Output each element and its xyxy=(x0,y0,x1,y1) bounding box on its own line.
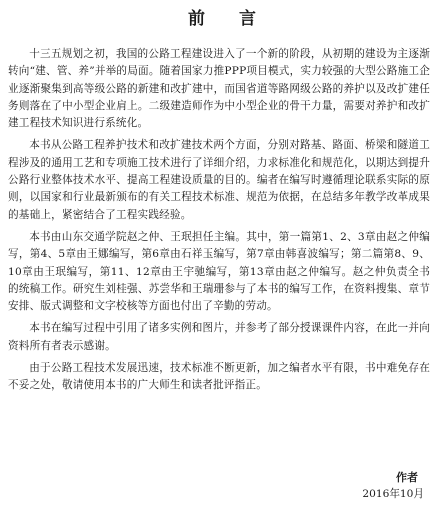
paragraph-3: 本书由山东交通学院赵之仲、王珉担任主编。其中，第一篇第1、2、3章由赵之仲编写，第4、5章由王娜编写，第6章由石祥玉编写，第7章由韩喜波编写；第二篇第8、9、10章由王珉编写，第11、12章由王宇驰编写，第13章由赵之仲编写。赵之仲负责全书的统稿工作。研究生刘桂强、苏尝华和王瑞珊参与了本书的编写工作，在资料搜集、章节安排、版式调整和文字校核等方面也付出了辛勤的劳动。 xyxy=(8,230,430,313)
paragraph-5: 由于公路工程技术发展迅速，技术标准不断更新，加之编者水平有限，书中难免存在不妥之处，敬请使用本书的广大师生和读者批评指正。 xyxy=(8,362,430,392)
paragraph-1: 十三五规划之初，我国的公路工程建设进入了一个新的阶段，从初期的建设为主逐渐转向“建、管、养”并举的局面。随着国家力推PPP项目模式，实力较强的大型公路施工企业逐渐聚集到高等级公路的新建和改扩建中，而国省道等路网级公路的养护以及改扩建任务则落在了中小型企业肩上。二级建造师作为中小型企业的骨干力量，需要对养护和改扩建工程技术知识进行系统化。 xyxy=(8,48,430,130)
signature-date: 2016年10月 xyxy=(362,488,424,500)
page-title: 前 言 xyxy=(188,9,270,29)
paragraph-2: 本书从公路工程养护技术和改扩建技术两个方面，分别对路基、路面、桥梁和隧道工程涉及的通用工艺和专项施工技术进行了详细介绍，力求标准化和规范化，以期达到提升公路行业整体技术水平、提高工程建设质量的目的。编者在编写时遵循理论联系实际的原则，以国家和行业最新颁布的有关工程技术标准、规范为依据，在总结多年教学改革成果的基础上，紧密结合了工程实践经验。 xyxy=(8,139,430,221)
preface-body xyxy=(8,46,430,400)
paragraph-4: 本书在编写过程中引用了诸多实例和图片，并参考了部分授课课件内容，在此一并向资料所有者表示感谢。 xyxy=(8,322,430,352)
signature-block xyxy=(362,470,424,502)
signature-author: 作者 xyxy=(396,471,418,484)
